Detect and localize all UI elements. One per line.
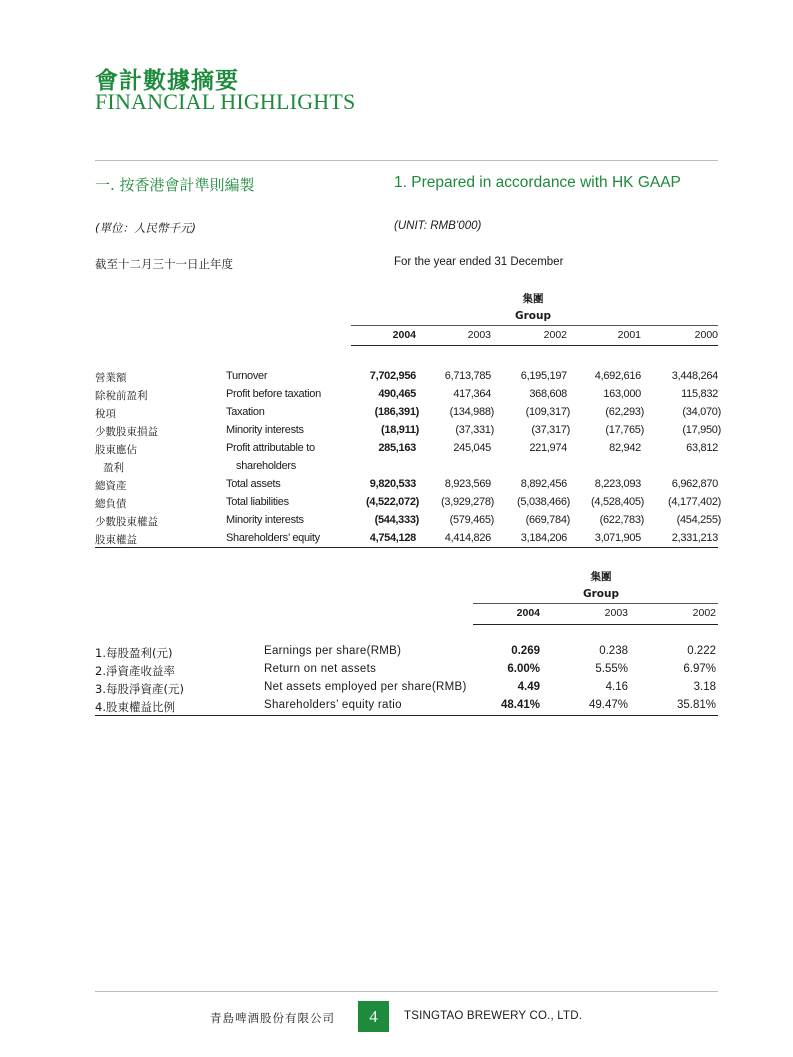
table-cell: (17,765): [605, 424, 644, 436]
year-header: 2003: [604, 607, 628, 619]
table-cell: 0.269: [511, 645, 540, 657]
footer-divider: [95, 991, 718, 992]
footer-company-english: TSINGTAO BREWERY CO., LTD.: [404, 1010, 583, 1022]
table-cell: 35.81%: [676, 699, 716, 711]
row-label-english: Shareholders’ equity: [226, 532, 320, 544]
table-cell: 7,702,956: [369, 370, 416, 382]
row-label-english: Earnings per share(RMB): [264, 645, 402, 657]
row-label-chinese: 2.淨資產收益率: [95, 664, 175, 678]
table-cell: 490,465: [378, 388, 416, 400]
table-cell: 6.97%: [683, 663, 716, 675]
row-label-english: Net assets employed per share(RMB): [264, 681, 467, 693]
group-header-rule: [351, 325, 718, 326]
table-cell: 63,812: [686, 442, 718, 454]
table-cell: 115,832: [681, 388, 718, 400]
table-cell: 49.47%: [588, 699, 628, 711]
table-cell: 3,071,905: [594, 532, 641, 544]
table-cell: (4,522,072): [366, 496, 419, 508]
header-divider: [95, 160, 718, 161]
group-header-rule: [473, 603, 718, 604]
row-label-chinese: 3.每股淨資產(元): [95, 682, 184, 696]
table-cell: (4,177,402): [668, 496, 721, 508]
table-cell: 4.49: [517, 681, 540, 693]
row-label-chinese: 4.股東權益比例: [95, 700, 175, 714]
table-cell: 6,713,785: [444, 370, 491, 382]
row-label-chinese: 稅項: [95, 408, 116, 420]
page-title-chinese: 會計數據摘要: [95, 67, 239, 94]
row-label-chinese: 除稅前盈利: [95, 390, 148, 402]
table-cell: 285,163: [378, 442, 416, 454]
table-cell: (4,528,405): [591, 496, 644, 508]
row-label-english: Total liabilities: [226, 496, 289, 508]
table-cell: (109,317): [525, 406, 570, 418]
table-cell: 6.00%: [507, 663, 540, 675]
table-cell: (134,988): [449, 406, 494, 418]
row-label-english: Shareholders’ equity ratio: [264, 699, 402, 711]
group-label-english: Group: [582, 588, 619, 600]
row-label-english: Total assets: [226, 478, 281, 490]
table-top-rule: [473, 624, 718, 625]
table-cell: 4,414,826: [444, 532, 491, 544]
table-cell: 4,692,616: [594, 370, 641, 382]
table-cell: 3,184,206: [520, 532, 567, 544]
table-cell: 6,962,870: [671, 478, 718, 490]
table-cell: (34,070): [682, 406, 721, 418]
unit-label-english: (UNIT: RMB’000): [394, 220, 482, 232]
table-cell: 8,223,093: [594, 478, 641, 490]
row-label-chinese-continuation: 盈利: [103, 462, 124, 474]
table-cell: 368,608: [529, 388, 567, 400]
row-label-english-continuation: shareholders: [236, 460, 296, 472]
table-cell: 3.18: [693, 681, 716, 693]
table-cell: 0.238: [599, 645, 628, 657]
table-cell: (17,950): [682, 424, 721, 436]
row-label-english: Turnover: [226, 370, 268, 382]
table-cell: 245,045: [453, 442, 491, 454]
table-top-rule: [351, 345, 718, 346]
table-cell: 9,820,533: [369, 478, 416, 490]
section-heading-chinese: 一. 按香港會計準則編製: [95, 176, 255, 194]
table-cell: 2,331,213: [671, 532, 718, 544]
table-cell: (62,293): [605, 406, 644, 418]
row-label-english: Taxation: [226, 406, 265, 418]
row-label-english: Profit attributable to: [226, 442, 315, 454]
table-cell: 221,974: [529, 442, 567, 454]
section-heading-english: 1. Prepared in accordance with HK GAAP: [394, 174, 681, 191]
table-cell: (622,783): [599, 514, 644, 526]
row-label-chinese: 股東應佔: [95, 444, 137, 456]
row-label-chinese: 少數股東權益: [95, 516, 158, 528]
table-cell: (18,911): [381, 424, 419, 436]
table-cell: 4,754,128: [369, 532, 416, 544]
row-label-chinese: 1.每股盈利(元): [95, 646, 173, 660]
table-cell: 48.41%: [500, 699, 540, 711]
table-cell: 417,364: [453, 388, 491, 400]
group-label-chinese: 集團: [590, 571, 612, 583]
table-cell: (454,255): [676, 514, 721, 526]
row-label-chinese: 少數股東損益: [95, 426, 158, 438]
table-cell: 0.222: [687, 645, 716, 657]
table-bottom-rule: [95, 715, 718, 716]
table-cell: 3,448,264: [671, 370, 718, 382]
unit-label-chinese: (單位：人民幣千元): [95, 221, 196, 235]
table-cell: 163,000: [603, 388, 641, 400]
table-cell: 8,923,569: [444, 478, 491, 490]
year-header: 2003: [467, 329, 491, 341]
year-header: 2001: [617, 329, 641, 341]
table-cell: (37,317): [531, 424, 570, 436]
row-label-english: Profit before taxation: [226, 388, 321, 400]
row-label-english: Return on net assets: [264, 663, 377, 675]
table-cell: 82,942: [609, 442, 641, 454]
row-label-chinese: 股東權益: [95, 534, 137, 546]
page-number: 4: [358, 1001, 389, 1032]
group-label-english: Group: [514, 310, 551, 322]
period-label-chinese: 截至十二月三十一日止年度: [95, 257, 233, 271]
table-cell: (669,784): [525, 514, 570, 526]
table-cell: (3,929,278): [441, 496, 494, 508]
page-title-english: FINANCIAL HIGHLIGHTS: [95, 89, 356, 114]
table-cell: (5,038,466): [517, 496, 570, 508]
year-header: 2000: [694, 329, 718, 341]
row-label-chinese: 營業額: [95, 372, 127, 384]
table-cell: (37,331): [455, 424, 494, 436]
year-header: 2004: [392, 329, 416, 341]
table-cell: (544,333): [374, 514, 419, 526]
footer-company-chinese: 青島啤酒股份有限公司: [210, 1011, 335, 1025]
table-cell: 5.55%: [595, 663, 628, 675]
table-cell: 4.16: [605, 681, 628, 693]
period-label-english: For the year ended 31 December: [394, 256, 564, 268]
group-label-chinese: 集團: [522, 293, 544, 305]
table-cell: (579,465): [449, 514, 494, 526]
year-header: 2002: [692, 607, 716, 619]
row-label-english: Minority interests: [226, 424, 304, 436]
table-cell: (186,391): [374, 406, 419, 418]
table-cell: 6,195,197: [520, 370, 567, 382]
table-bottom-rule: [95, 547, 718, 548]
table-cell: 8,892,456: [520, 478, 567, 490]
row-label-chinese: 總負債: [95, 498, 127, 510]
year-header: 2002: [543, 329, 567, 341]
row-label-english: Minority interests: [226, 514, 304, 526]
row-label-chinese: 總資產: [95, 480, 127, 492]
year-header: 2004: [516, 607, 540, 619]
